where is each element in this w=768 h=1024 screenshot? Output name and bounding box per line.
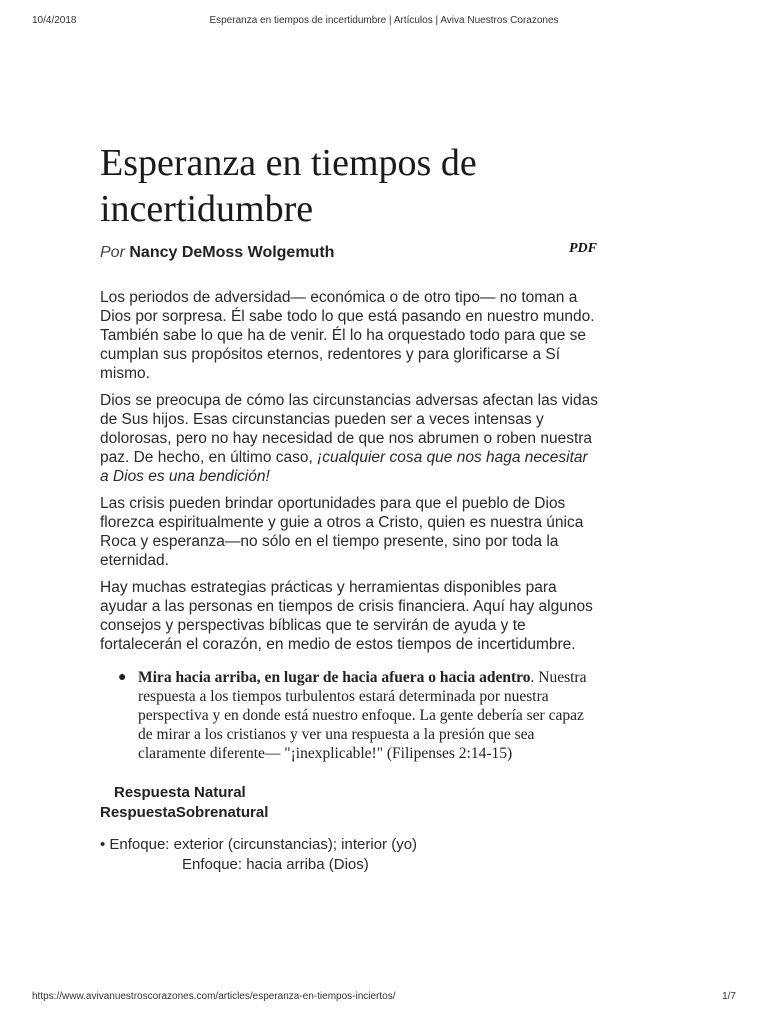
paragraph: Las crisis pueden brindar oportunidades para que el pueblo de Dios florezca espiritualmente y guie a otros a Cristo, quien es nuestra única Roca y esperanza—no sólo en el tiempo presente, sino por toda la eternidad. <box>100 495 584 569</box>
byline-prefix: Por <box>100 244 125 261</box>
focus-comparison <box>100 835 600 875</box>
paragraph-text: Dios se preocupa de cómo las circunstancias adversas afectan las vidas de Sus hijos. Esas circunstancias pueden ser a veces intensas y dolorosas, pero no hay necesidad de que nos abrumen o roben nuestra paz. De hecho, en último caso, <box>100 392 598 466</box>
article-title: Esperanza en tiempos de incertidumbre <box>100 142 477 230</box>
author-link[interactable]: Nancy DeMoss Wolgemuth <box>129 244 335 261</box>
paragraph: Hay muchas estrategias prácticas y herramientas disponibles para ayudar a las personas en tiempos de crisis financiera. Aquí hay algunos consejos y perspectivas bíblicas que te servirán de ayuda y te fortalecerán el corazón, en medio de estos tiempos de incertidumbre. <box>100 579 593 653</box>
list-item <box>100 668 600 763</box>
print-date: 10/4/2018 <box>32 15 77 26</box>
bullet-heading: Mira hacia arriba, en lugar de hacia afuera o hacia adentro <box>138 669 531 686</box>
bullet-text: Nuestra respuesta a los tiempos turbulentos estará determinada por nuestra perspectiva y en donde está nuestro enfoque. La gente debería ser capaz de mirar a los cristianos y ver una respuesta a la presión que sea claramente diferente— "¡inexplicable!" (Filipenses 2:14-15) <box>138 669 587 762</box>
natural-focus: • Enfoque: exterior (circunstancias); interior (yo) <box>100 836 418 853</box>
pdf-link[interactable]: PDF <box>569 241 597 256</box>
natural-response-heading: Respuesta Natural <box>114 784 246 801</box>
paragraph-italic-text: ¡cualquier cosa que nos haga necesitar a Dios es una bendición! <box>100 449 588 485</box>
response-table-header <box>100 783 600 823</box>
supernatural-focus: Enfoque: hacia arriba (Dios) <box>182 856 369 873</box>
article <box>100 140 600 875</box>
bullet-icon: ● <box>118 670 127 685</box>
supernatural-response-heading: RespuestaSobrenatural <box>100 804 269 821</box>
print-footer-url: https://www.avivanuestroscorazones.com/articles/esperanza-en-tiempos-inciertos/ <box>32 991 396 1002</box>
bullet-heading-punct: . <box>530 669 535 686</box>
byline <box>100 242 600 264</box>
print-header-title: Esperanza en tiempos de incertidumbre | Artículos | Aviva Nuestros Corazones <box>209 15 559 26</box>
page-number: 1/7 <box>722 991 736 1002</box>
paragraph: Los periodos de adversidad— económica o de otro tipo— no toman a Dios por sorpresa. Él sabe todo lo que está pasando en nuestro mundo. También sabe lo que ha de venir. Él lo ha orquestado todo para que se cumplan sus propósitos eternos, redentores y para glorificarse a Sí mismo. <box>100 289 595 382</box>
paragraph <box>100 391 600 486</box>
